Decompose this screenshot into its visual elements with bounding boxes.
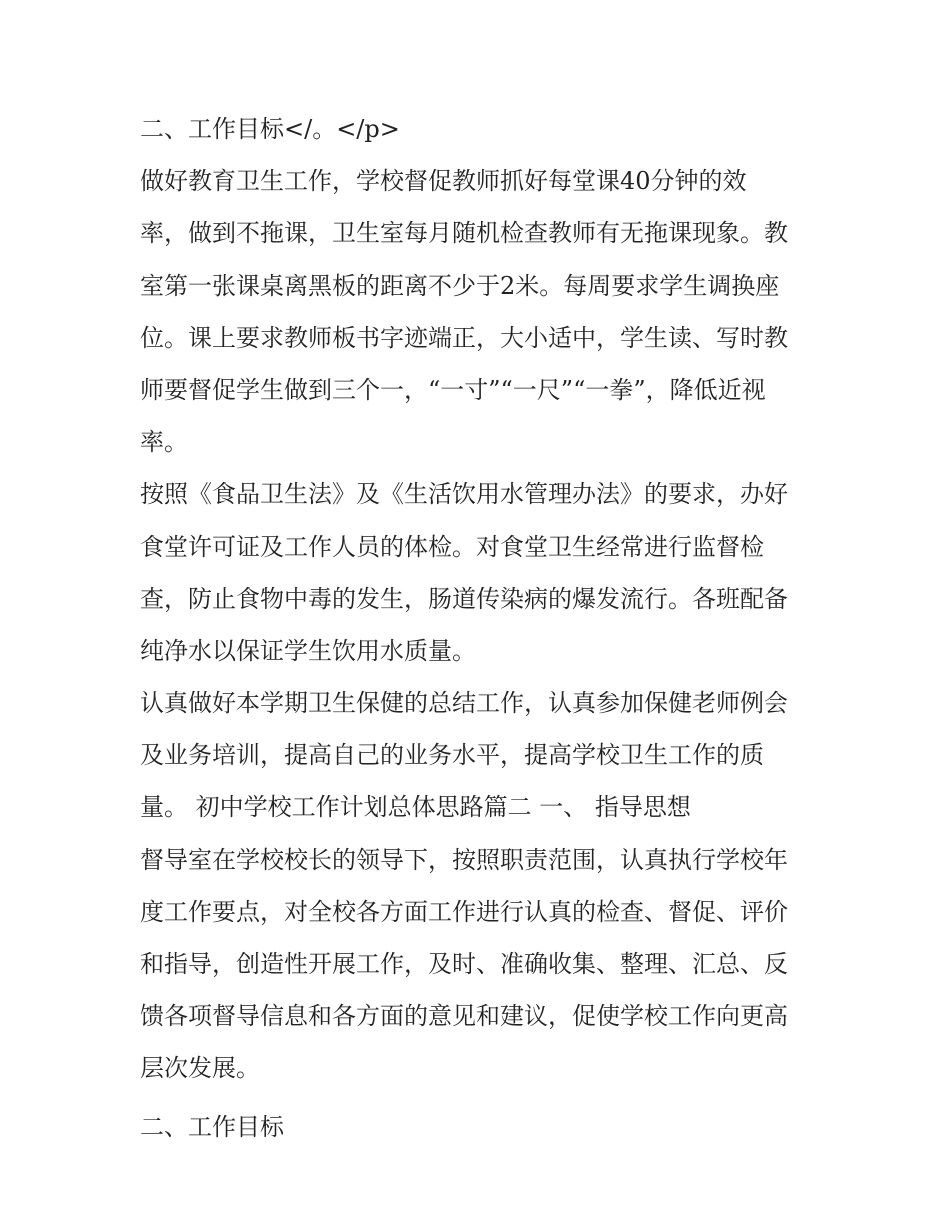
paragraph-line: 督导室在学校校长的领导下，按照职责范围，认真执行学校年 bbox=[140, 845, 788, 874]
paragraph-line: 认真做好本学期卫生保健的总结工作，认真参加保健老师例会 bbox=[140, 689, 788, 718]
paragraph-line: 室第一张课桌离黑板的距离不少于2米。每周要求学生调换座 bbox=[140, 271, 780, 300]
paragraph-line: 度工作要点，对全校各方面工作进行认真的检查、督促、评价 bbox=[140, 897, 788, 926]
paragraph-line: 馈各项督导信息和各方面的意见和建议，促使学校工作向更高 bbox=[140, 1002, 788, 1031]
section-heading-goals: 二、工作目标</。</p> bbox=[140, 115, 400, 143]
paragraph-line: 师要督促学生做到三个一，“一寸”“一尺”“一拳”，降低近视 bbox=[140, 375, 766, 404]
paragraph-line: 层次发展。 bbox=[140, 1054, 260, 1083]
paragraph-line: 和指导，创造性开展工作，及时、准确收集、整理、汇总、反 bbox=[140, 950, 788, 978]
paragraph-line: 位。课上要求教师板书字迹端正，大小适中，学生读、写时教 bbox=[140, 323, 788, 352]
paragraph-line: 及业务培训，提高自己的业务水平，提高学校卫生工作的质 bbox=[140, 741, 764, 770]
paragraph-line: 查，防止食物中毒的发生，肠道传染病的爆发流行。各班配备 bbox=[140, 584, 788, 613]
paragraph-line: 按照《食品卫生法》及《生活饮用水管理办法》的要求，办好 bbox=[140, 480, 788, 509]
paragraph-line: 食堂许可证及工作人员的体检。对食堂卫生经常进行监督检 bbox=[140, 532, 764, 561]
paragraph-line: 率，做到不拖课，卫生室每月随机检查教师有无拖课现象。教 bbox=[140, 219, 788, 248]
paragraph-line: 率。 bbox=[140, 428, 188, 457]
document-body bbox=[140, 103, 812, 1153]
paragraph-line: 做好教育卫生工作，学校督促教师抓好每堂课40分钟的效 bbox=[140, 167, 747, 196]
paragraph-line: 量。 初中学校工作计划总体思路篇二 一、 指导思想 bbox=[140, 793, 691, 822]
section-heading-goals-2: 二、工作目标 bbox=[140, 1112, 284, 1141]
paragraph-line: 纯净水以保证学生饮用水质量。 bbox=[140, 636, 476, 665]
